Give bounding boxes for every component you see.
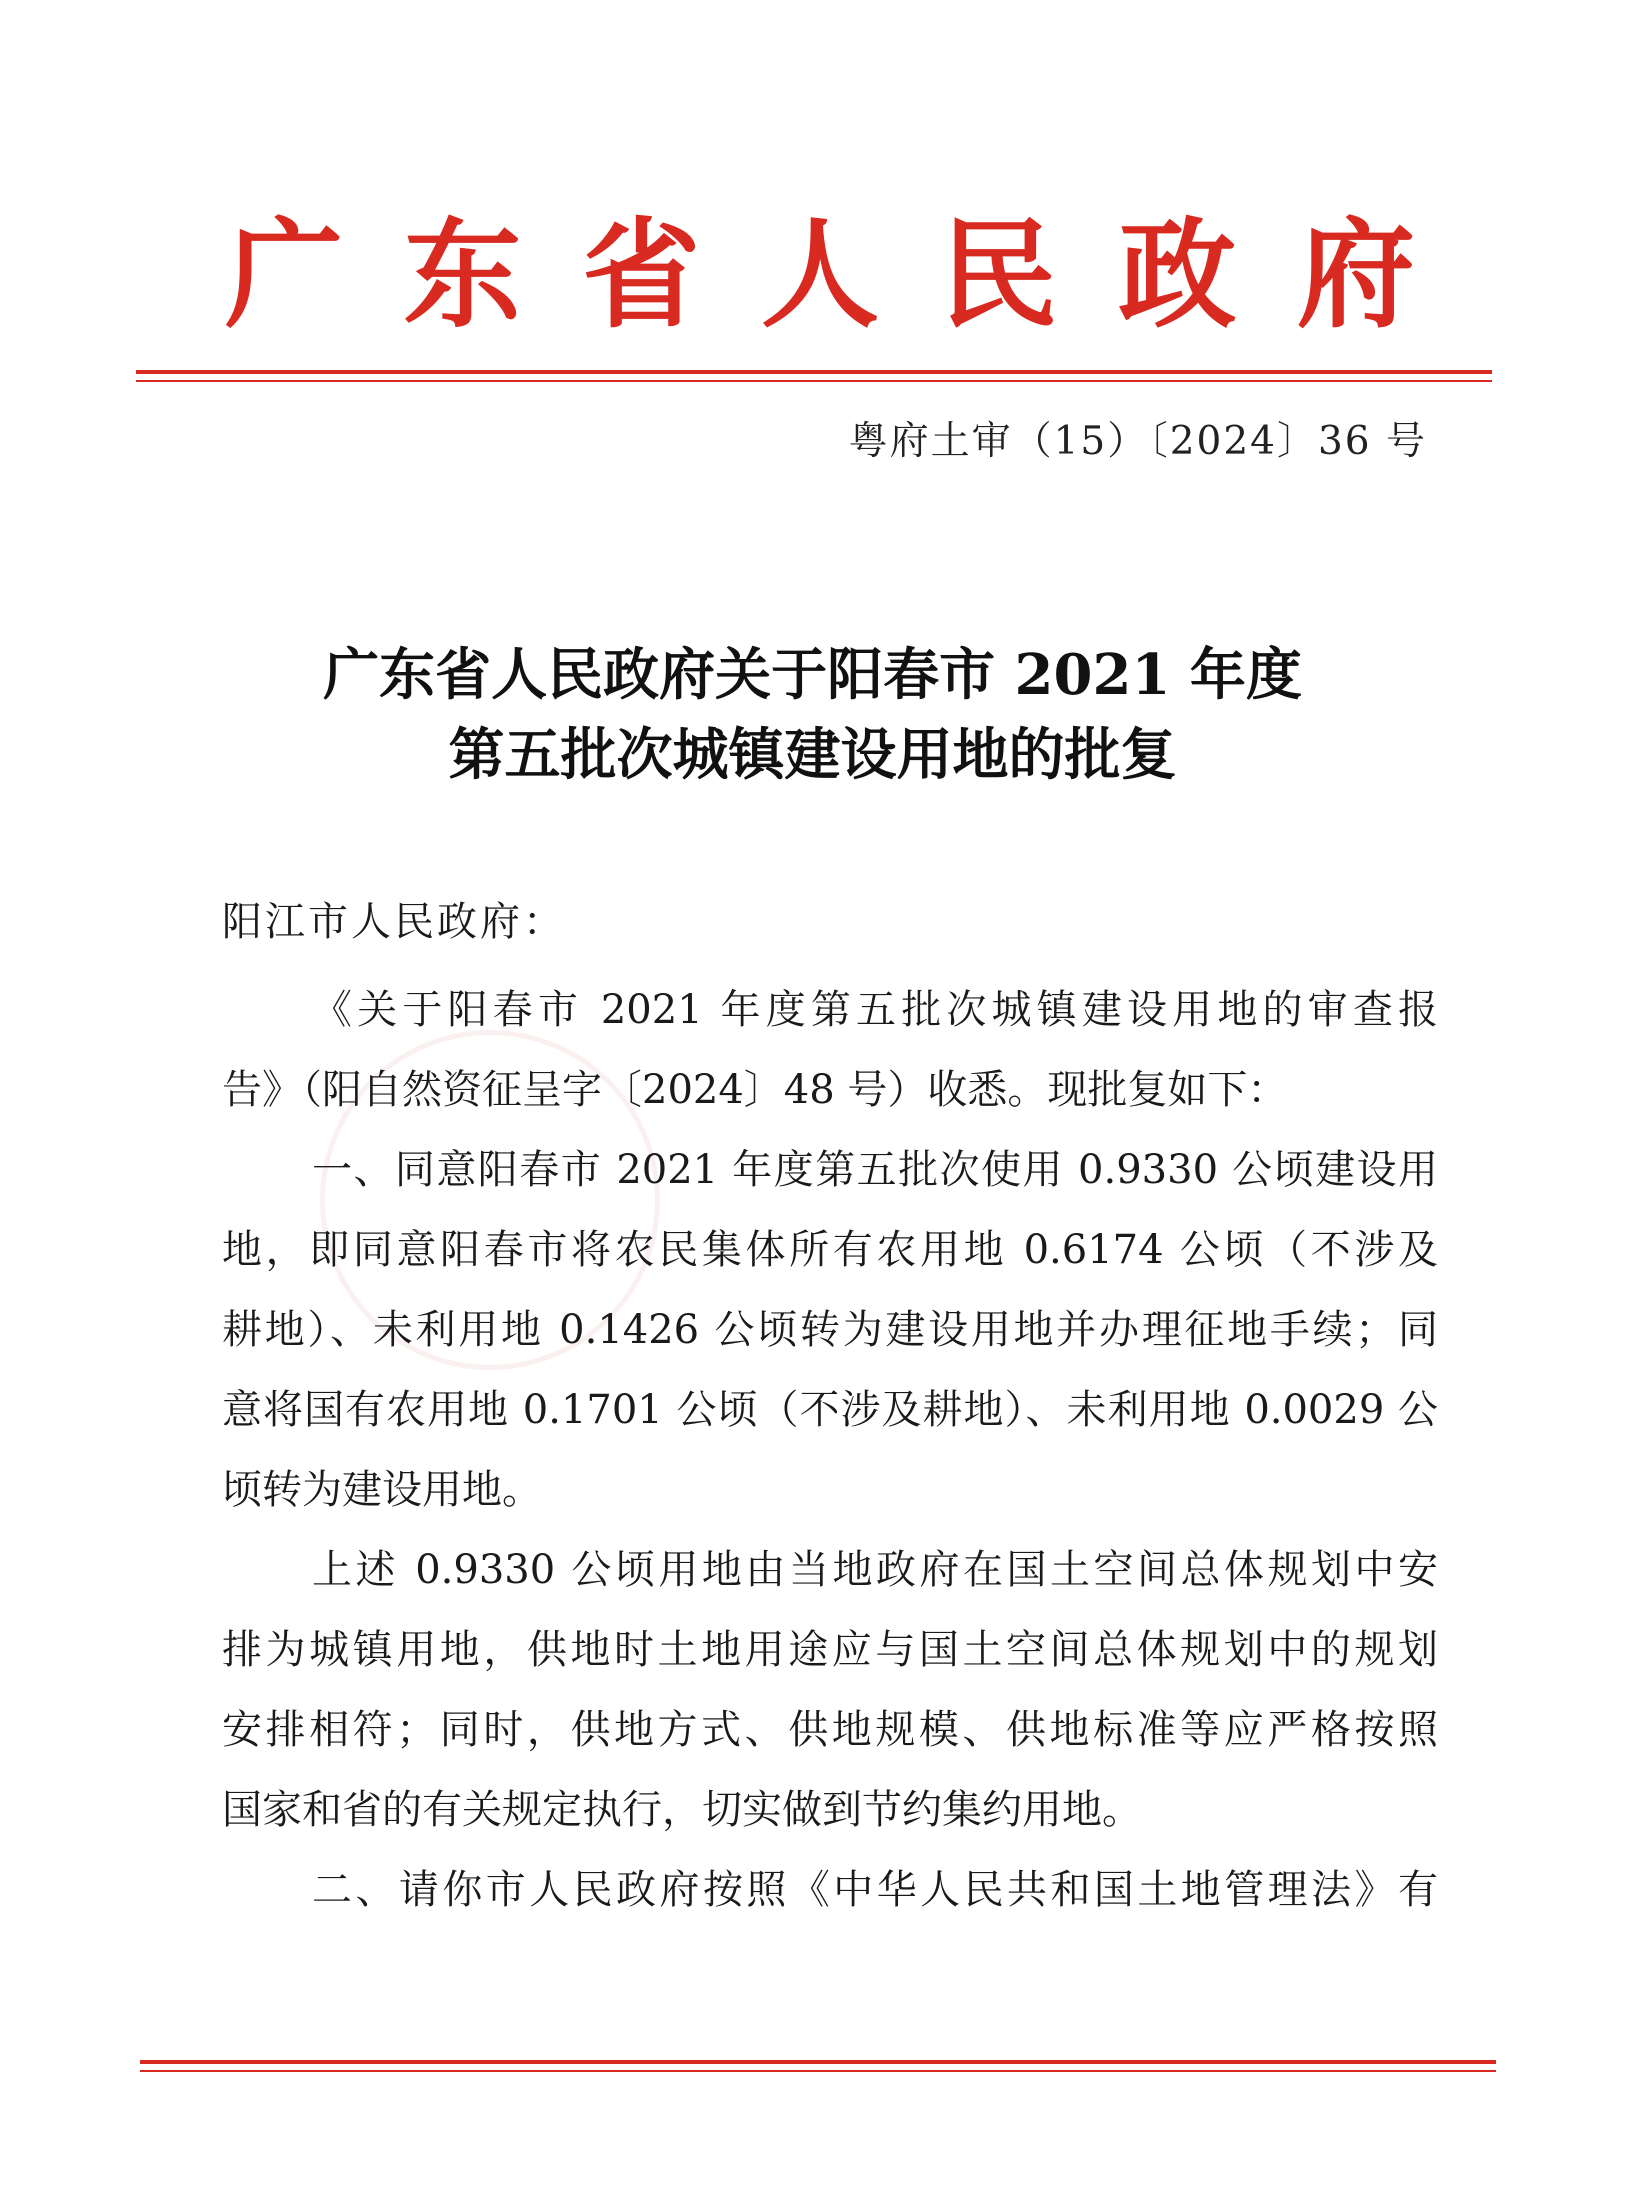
- paragraph-4: [222, 1850, 1438, 1930]
- body-line: 《关于阳春市 2021 年度第五批次城镇建设用地的审查报: [312, 987, 1438, 1033]
- addressee: 阳江市人民政府：: [222, 899, 566, 945]
- body-line: 耕地）、未利用地 0.1426 公顷转为建设用地并办理征地手续；同: [222, 1307, 1438, 1353]
- body-line: 上述 0.9330 公顷用地由当地政府在国土空间总体规划中安: [312, 1547, 1438, 1593]
- masthead-char: 人: [760, 205, 879, 344]
- masthead-char: 广: [225, 205, 344, 344]
- masthead-char: 政: [1118, 205, 1237, 344]
- masthead-char: 府: [1296, 205, 1415, 344]
- document-number: 粤府土审（15）〔2024〕36 号: [848, 419, 1427, 464]
- footer-divider-thick: [140, 2060, 1496, 2064]
- body-line: 国家和省的有关规定执行，切实做到节约集约用地。: [222, 1787, 1142, 1833]
- masthead-char: 省: [582, 205, 701, 344]
- body-line: 一、同意阳春市 2021 年度第五批次使用 0.9330 公顷建设用: [312, 1147, 1438, 1193]
- body-line: 二、请你市人民政府按照《中华人民共和国土地管理法》有: [312, 1867, 1438, 1913]
- body-line: 地，即同意阳春市将农民集体所有农用地 0.6174 公顷（不涉及: [222, 1227, 1438, 1273]
- masthead-divider-thin: [136, 380, 1492, 382]
- paragraph-2: [222, 1130, 1438, 1530]
- body-line: 告》（阳自然资征呈字〔2024〕48 号）收悉。现批复如下：: [222, 1067, 1288, 1113]
- paragraph-3: [222, 1530, 1438, 1850]
- footer-divider-thin: [140, 2070, 1496, 2072]
- body-line: 意将国有农用地 0.1701 公顷（不涉及耕地）、未利用地 0.0029 公: [222, 1387, 1438, 1433]
- body-line: 安排相符；同时，供地方式、供地规模、供地标准等应严格按照: [222, 1707, 1438, 1753]
- masthead-char: 东: [403, 205, 522, 344]
- masthead-divider-thick: [136, 370, 1492, 374]
- title-line-2: 第五批次城镇建设用地的批复: [448, 722, 1177, 788]
- title-line-1: 广东省人民政府关于阳春市 2021 年度: [323, 642, 1302, 708]
- issuer-masthead: [225, 205, 1415, 345]
- document-title: [0, 635, 1625, 795]
- body-line: 排为城镇用地，供地时土地用途应与国土空间总体规划中的规划: [222, 1627, 1438, 1673]
- paragraph-1: [222, 970, 1438, 1130]
- masthead-char: 民: [939, 205, 1058, 344]
- body-line: 顷转为建设用地。: [222, 1467, 542, 1513]
